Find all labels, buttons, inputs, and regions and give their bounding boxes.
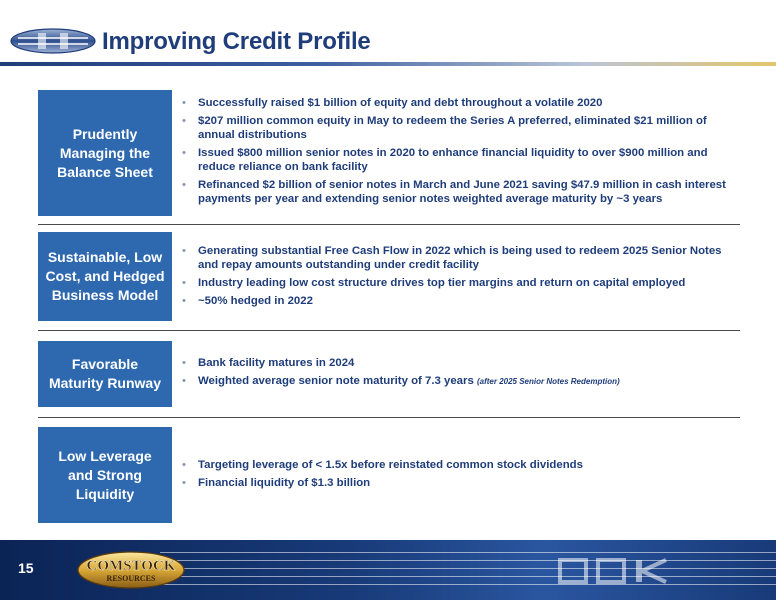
section-maturity-runway <box>38 341 740 407</box>
svg-text:COMSTOCK: COMSTOCK <box>86 558 176 574</box>
footer-stripe <box>160 568 776 569</box>
section-label: Favorable Maturity Runway <box>38 341 172 407</box>
crk-logo-icon <box>10 28 96 54</box>
list-item: • Financial liquidity of $1.3 billion <box>180 476 740 490</box>
bullet-text: Weighted average senior note maturity of 7.3 years <box>198 375 474 387</box>
footer-stripe <box>160 552 776 553</box>
svg-text:RESOURCES: RESOURCES <box>106 574 156 583</box>
section-label: Sustainable, Low Cost, and Hedged Business Model <box>38 232 172 321</box>
title-divider <box>0 62 776 66</box>
footnote-note: (after 2025 Senior Notes Redemption) <box>476 377 620 386</box>
header <box>0 0 776 68</box>
list-item <box>180 374 740 389</box>
section-divider <box>38 330 740 331</box>
footer <box>0 540 776 600</box>
list-item: • Refinanced $2 billion of senior notes in March and June 2021 saving $47.9 million in cash interest payments per year and extending senior notes weighted average maturity by ~3 years <box>180 178 740 206</box>
footer-stripe <box>160 560 776 561</box>
footer-stripe <box>160 584 776 585</box>
section-business-model <box>38 232 740 321</box>
page-title: Improving Credit Profile <box>102 28 371 55</box>
list-item: • Issued $800 million senior notes in 2020 to enhance financial liquidity to over $900 million and reduce reliance on bank facility <box>180 146 740 174</box>
section-label: Prudently Managing the Balance Sheet <box>38 90 172 216</box>
bullet-list <box>180 356 740 393</box>
list-item: • Industry leading low cost structure drives top tier margins and return on capital employed <box>180 276 740 290</box>
list-item: • Successfully raised $1 billion of equity and debt throughout a volatile 2020 <box>180 96 740 110</box>
bullet-list <box>180 244 740 312</box>
list-item: • Generating substantial Free Cash Flow in 2022 which is being used to redeem 2025 Senior Notes and repay amounts outstanding under credit facility <box>180 244 740 272</box>
section-divider <box>38 224 740 225</box>
section-divider <box>38 417 740 418</box>
list-item: • Targeting leverage of < 1.5x before reinstated common stock dividends <box>180 458 740 472</box>
crk-watermark-icon <box>556 554 674 588</box>
section-balance-sheet <box>38 90 740 216</box>
bullet-list <box>180 458 740 494</box>
list-item: • Bank facility matures in 2024 <box>180 356 740 370</box>
list-item: • ~50% hedged in 2022 <box>180 294 740 308</box>
bullet-list <box>180 96 740 210</box>
comstock-logo-icon <box>76 550 186 590</box>
section-label: Low Leverage and Strong Liquidity <box>38 427 172 523</box>
section-leverage-liquidity <box>38 427 740 523</box>
list-item: • $207 million common equity in May to redeem the Series A preferred, eliminated $21 million of annual distributions <box>180 114 740 142</box>
footer-stripe <box>160 576 776 577</box>
page-number: 15 <box>18 560 34 576</box>
